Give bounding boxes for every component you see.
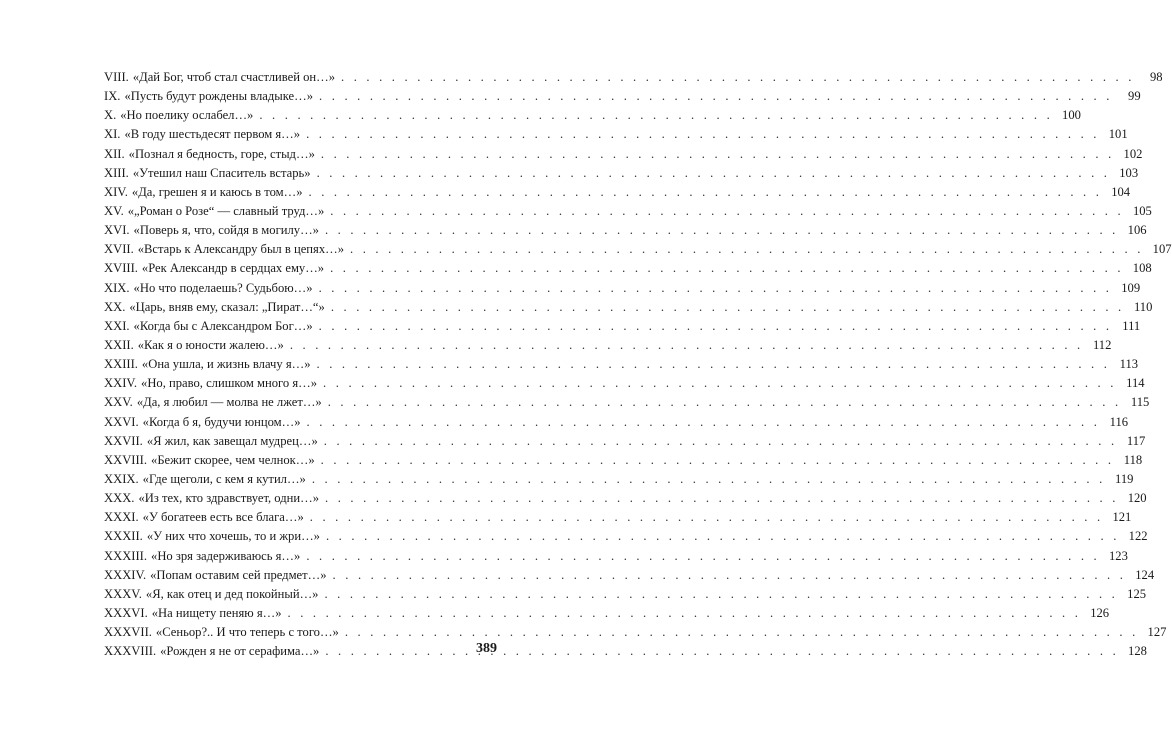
toc-entry-page: 104: [1111, 184, 1131, 199]
toc-entry-number: XVII.: [104, 242, 134, 257]
toc-entry-number: XXXII.: [104, 529, 143, 544]
toc-entry: [104, 413, 1129, 432]
dot-leader: [306, 547, 1100, 566]
toc-entry: [104, 279, 1141, 298]
toc-entry-title: «Как я о юности жалею…»: [137, 337, 284, 352]
toc-entry-title: «Когда бы с Александром Бог…»: [133, 318, 313, 333]
toc-entry-number: XXXIII.: [104, 548, 148, 563]
toc-entry-page: 102: [1123, 146, 1143, 161]
toc-entry: [104, 87, 1141, 106]
dot-leader: [321, 145, 1115, 164]
toc-entry-page: 119: [1114, 471, 1134, 486]
toc-entry-number: XV.: [104, 203, 124, 218]
toc-entry-title: «Когда б я, будучи юнцом…»: [142, 414, 301, 429]
toc-entry-number: XIV.: [104, 184, 128, 199]
toc-entry-page: 116: [1109, 414, 1129, 429]
toc-entry-title: «Где щеголи, с кем я кутил…»: [142, 471, 306, 486]
toc-entry-page: 124: [1135, 567, 1155, 582]
toc-entry: [104, 604, 1110, 623]
toc-entry-number: XX.: [104, 299, 126, 314]
toc-entry-page: 126: [1090, 605, 1110, 620]
toc-entry-page: 109: [1121, 280, 1141, 295]
dot-leader: [350, 240, 1144, 259]
toc-entry-page: 115: [1130, 395, 1150, 410]
toc-entry: [104, 240, 1172, 259]
toc-entry-number: XIII.: [104, 165, 129, 180]
toc-entry-number: XXXVII.: [104, 625, 152, 640]
toc-entry-page: 100: [1062, 108, 1081, 123]
toc-entry-title: «Но поелику ослабел…»: [120, 108, 254, 123]
toc-entry-page: 98: [1149, 70, 1163, 84]
toc-entry-number: XXIV.: [104, 376, 138, 391]
toc-entry-title: «На нищету пеняю я…»: [151, 605, 282, 620]
dot-leader: [317, 355, 1111, 374]
toc-entry: [104, 470, 1134, 489]
toc-entry: [104, 527, 1148, 546]
toc-entry-number: XXIX.: [104, 471, 139, 486]
toc-entry-title: «Но, право, слишком много я…»: [141, 376, 318, 391]
toc-entry-title: «У богатеев есть все блага…»: [142, 510, 304, 525]
toc-entry: [104, 106, 1081, 125]
toc-entry-number: XXXVIII.: [104, 644, 157, 659]
toc-entry-title: «Из тех, кто здравствует, одни…»: [138, 491, 320, 506]
toc-entry: [104, 202, 1152, 221]
dot-leader: [341, 68, 1135, 87]
toc-entry-title: «Я жил, как завещал мудрец…»: [146, 433, 318, 448]
toc-entry-page: 128: [1128, 644, 1147, 659]
toc-entry-title: «Она ушла, и жизнь влачу я…»: [141, 357, 311, 372]
toc-entry-title: «Пусть будут рождены владыке…»: [124, 89, 314, 104]
dot-leader: [309, 183, 1103, 202]
dot-leader: [325, 489, 1119, 508]
dot-leader: [321, 451, 1115, 470]
dot-leader: [330, 202, 1124, 221]
dot-leader: [312, 470, 1106, 489]
toc-entry: [104, 298, 1153, 317]
toc-entry: [104, 259, 1152, 278]
toc-entry-page: 114: [1126, 376, 1145, 391]
toc-entry: [104, 164, 1139, 183]
toc-entry-number: XXI.: [104, 318, 130, 333]
dot-leader: [259, 106, 1053, 125]
dot-leader: [290, 336, 1084, 355]
toc-entry-page: 111: [1122, 318, 1141, 333]
toc-entry-page: 122: [1128, 529, 1148, 544]
toc-entry: [104, 585, 1147, 604]
toc-entry-number: XXVI.: [104, 414, 139, 429]
toc-entry: [104, 68, 1163, 87]
toc-entry-title: «Дай Бог, чтоб стал счастливей он…»: [132, 70, 336, 84]
dot-leader: [306, 125, 1100, 144]
toc-entry-title: «„Роман о Розе“ — славный труд…»: [127, 203, 325, 218]
toc-entry-title: «Рожден я не от серафима…»: [160, 644, 320, 659]
toc-entry-number: XXII.: [104, 337, 134, 352]
toc-entry-page: 106: [1127, 223, 1147, 238]
toc-entry: [104, 317, 1141, 336]
toc-entry-title: «Сеньор?.. И что теперь с того…»: [155, 625, 339, 640]
dot-leader: [319, 279, 1113, 298]
toc-entry-number: XVI.: [104, 223, 130, 238]
toc-entry-page: 112: [1092, 337, 1112, 352]
toc-entry-number: XXXIV.: [104, 567, 147, 582]
toc-entry-page: 107: [1152, 242, 1172, 257]
toc-entry: [104, 183, 1131, 202]
toc-entry-number: XVIII.: [104, 261, 138, 276]
toc-entry-title: «Да, я любил — молва не лжет…»: [136, 395, 322, 410]
dot-leader: [317, 164, 1111, 183]
toc-entry: [104, 623, 1167, 642]
toc-entry-number: XXVIII.: [104, 452, 148, 467]
toc-entry-page: 103: [1119, 165, 1139, 180]
toc-entry: [104, 451, 1143, 470]
toc-entry-number: VIII.: [104, 70, 129, 84]
toc-entry-title: «Я, как отец и дед покойный…»: [145, 586, 319, 601]
dot-leader: [331, 298, 1125, 317]
toc-entry-page: 118: [1123, 452, 1143, 467]
dot-leader: [345, 623, 1139, 642]
toc-entry: [104, 547, 1128, 566]
dot-leader: [325, 221, 1119, 240]
toc-entry-number: X.: [104, 108, 117, 123]
toc-entry-number: XXXVI.: [104, 605, 148, 620]
toc-entry-number: XXVII.: [104, 433, 143, 448]
toc-entry-page: 105: [1132, 203, 1152, 218]
dot-leader: [319, 87, 1113, 106]
toc-entry-page: 123: [1108, 548, 1128, 563]
toc-entry: [104, 125, 1128, 144]
toc-entry-number: XXX.: [104, 491, 135, 506]
toc-entry: [104, 355, 1139, 374]
toc-entry-number: XIX.: [104, 280, 130, 295]
toc-entry: [104, 221, 1147, 240]
toc-entry-title: «Царь, вняв ему, сказал: „Пират…“»: [129, 299, 325, 314]
dot-leader: [328, 393, 1122, 412]
toc-entry-title: «Поверь я, что, сойдя в могилу…»: [133, 223, 319, 238]
dot-leader: [330, 259, 1124, 278]
toc-entry-title: «В году шестьдесят первом я…»: [124, 127, 301, 142]
toc-entry-page: 121: [1112, 510, 1132, 525]
toc-entry: [104, 432, 1146, 451]
dot-leader: [333, 566, 1127, 585]
toc-entry-title: «Познал я бедность, горе, стыд…»: [128, 146, 315, 161]
dot-leader: [307, 413, 1101, 432]
dot-leader: [324, 432, 1118, 451]
dot-leader: [325, 642, 1119, 661]
toc-entry-title: «Бежит скорее, чем челнок…»: [151, 452, 315, 467]
dot-leader: [323, 374, 1117, 393]
toc-entry-page: 113: [1119, 357, 1139, 372]
toc-entry-number: XXXV.: [104, 586, 142, 601]
toc-entry-page: 99: [1128, 89, 1141, 104]
toc-entry-page: 110: [1133, 299, 1153, 314]
toc-entry: [104, 393, 1150, 412]
page-number: 389: [476, 641, 497, 656]
toc-entry: [104, 374, 1145, 393]
toc-entry-title: «Но зря задерживаюсь я…»: [151, 548, 301, 563]
toc-entry-page: 125: [1127, 586, 1147, 601]
toc-entry-title: «Встарь к Александру был в цепях…»: [137, 242, 344, 257]
dot-leader: [326, 527, 1120, 546]
toc-entry-page: 117: [1126, 433, 1146, 448]
toc-entry-number: IX.: [104, 89, 121, 104]
toc-entry-number: XXXI.: [104, 510, 139, 525]
toc-entry-title: «Да, грешен я и каюсь в том…»: [131, 184, 303, 199]
toc-entry-number: XXV.: [104, 395, 133, 410]
toc-entry-page: 101: [1108, 127, 1128, 142]
toc-entry-page: 127: [1147, 625, 1167, 640]
toc-entry: [104, 508, 1132, 527]
dot-leader: [288, 604, 1082, 623]
toc-entry-title: «Рек Александр в сердцах ему…»: [141, 261, 325, 276]
toc-entry-page: 120: [1127, 491, 1147, 506]
toc-entry: [104, 566, 1155, 585]
toc-entry-title: «Но что поделаешь? Судьбою…»: [133, 280, 313, 295]
toc-entry-title: «Утешил наш Спаситель встарь»: [132, 165, 311, 180]
toc-entry: [104, 336, 1112, 355]
toc-entry-title: «У них что хочешь, то и жри…»: [146, 529, 320, 544]
toc-entry-page: 108: [1132, 261, 1152, 276]
toc-entry-number: XXIII.: [104, 357, 138, 372]
dot-leader: [310, 508, 1104, 527]
toc-entry-number: XII.: [104, 146, 125, 161]
dot-leader: [324, 585, 1118, 604]
dot-leader: [319, 317, 1113, 336]
toc-entry: [104, 489, 1147, 508]
toc-entry-title: «Попам оставим сей предмет…»: [150, 567, 327, 582]
toc-entry-number: XI.: [104, 127, 121, 142]
toc-entry: [104, 145, 1143, 164]
